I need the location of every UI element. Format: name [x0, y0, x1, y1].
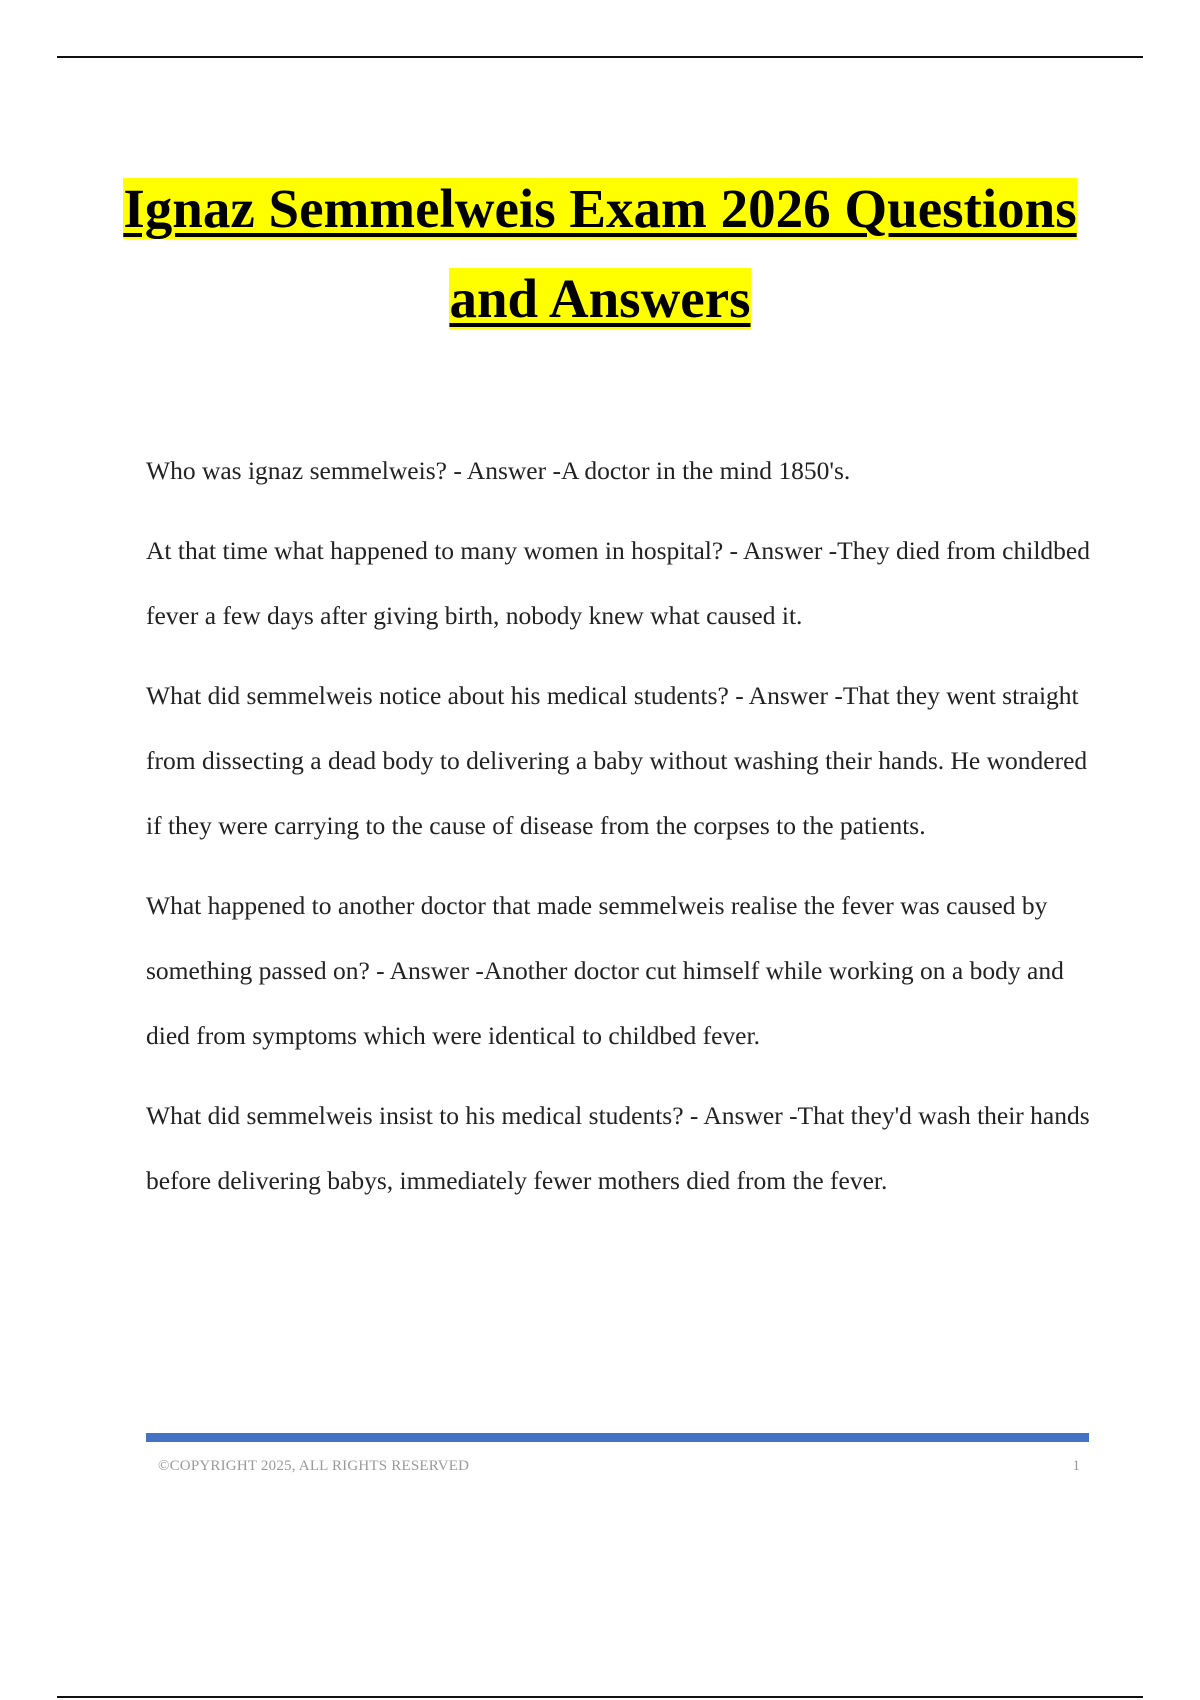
qa-list: [146, 438, 1096, 1228]
copyright-text: ©COPYRIGHT 2025, ALL RIGHTS RESERVED: [158, 1458, 470, 1474]
title-line-2: and Answers: [449, 268, 751, 329]
footer-bar: [146, 1433, 1089, 1442]
bottom-rule: [57, 1696, 1143, 1698]
title-line-1: Ignaz Semmelweis Exam 2026 Questions: [123, 178, 1077, 239]
qa-item: What did semmelweis notice about his medical students? - Answer -That they went straight from dissecting a dead body to delivering a baby without washing their hands. He wondered if they were carrying to the cause of disease from the corpses to the patients.: [146, 681, 1088, 840]
header-rule: [57, 56, 1143, 58]
qa-item: Who was ignaz semmelweis? - Answer -A doctor in the mind 1850's.: [146, 456, 851, 485]
qa-item: At that time what happened to many women in hospital? - Answer -They died from childbed fever a few days after giving birth, nobody knew what caused it.: [146, 536, 1090, 630]
document-title: [0, 164, 1200, 344]
qa-item: What happened to another doctor that made semmelweis realise the fever was caused by something passed on? - Answer -Another doctor cut himself while working on a body and died from symptoms which were identical to childbed fever.: [146, 891, 1064, 1050]
page-number: 1: [1072, 1458, 1080, 1474]
qa-item: What did semmelweis insist to his medical students? - Answer -That they'd wash their hands before delivering babys, immediately fewer mothers died from the fever.: [146, 1101, 1090, 1195]
